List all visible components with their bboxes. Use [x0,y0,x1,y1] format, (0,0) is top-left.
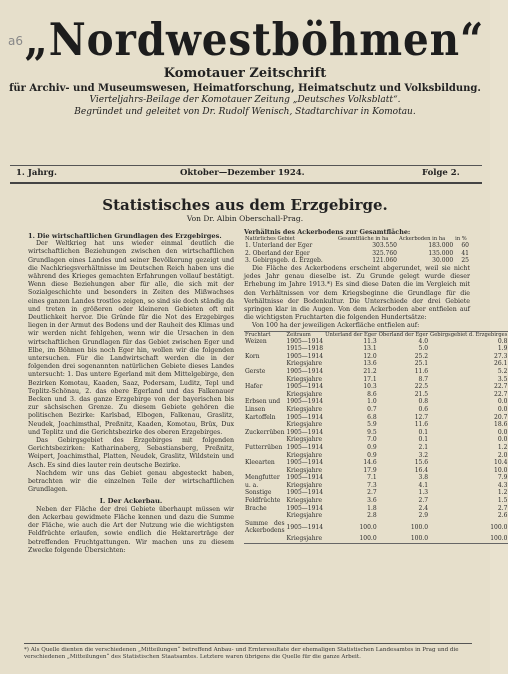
table-cell: 12.0 [363,352,377,360]
left-paragraph-4: Neben der Fläche der drei Gebiete überhaupt müssen wir den Ackerbau gewidmete Fläche kennen und dazu die Summe der Fläche, wie auch die Art der Nutzung wie die wichtigsten Feldfrüchte erlaufen, sowie endlich die Hektarerträge der betreffenden Fruchtgattungen. Wir machen uns zu diesem Zwecke folgende Übersichten: [28,505,234,554]
table-cell: 100.0 [410,535,429,543]
table-cell: 9.5 [367,428,377,436]
table-cell: 0.9 [367,443,377,451]
table-cell [244,467,286,475]
table-row [244,459,508,467]
table-cell: 100.0 [359,523,377,531]
table-cell: 1905—1914 [286,413,324,421]
table-cell: 1905—1914 [286,367,324,375]
table-cell [244,360,286,368]
issue-year: 1. Jahrg. [16,168,57,178]
table-cell: 10.4 [494,459,508,467]
table-cell: 100.0 [490,535,508,543]
table-row [244,436,508,444]
table-cell: 22.7 [494,383,508,391]
table-cell: 8.6 [367,390,377,398]
table-cell: 1905—1914 [286,398,324,406]
table-cell: Sonstige [245,489,272,497]
area-header: in % [455,236,467,243]
table-row [244,512,508,520]
table-cell: 2.6 [497,512,508,520]
newspaper-editor-line: Begründet und geleitet von Dr. Rudolf Wenisch, Stadtarchivar in Komotau. [74,107,416,117]
table-cell: Kriegsjahre [286,497,322,505]
right-heading: Verhältnis des Ackerbodens zur Gesamtfläche: [244,228,411,236]
table-cell: 11.6 [414,367,429,375]
table-cell: 15.6 [414,459,429,467]
table-cell: 17.9 [363,466,377,474]
left-paragraph-3: Nachdem wir uns das Gebiet genau abgesteckt haben, betrachten wir die einzelnen Teile der wirtschaftlichen Grundlagen. [28,469,234,494]
table-cell: 2. Oberland der Eger [245,249,310,257]
table-cell: 25.1 [414,360,429,368]
table-cell: 0.1 [418,428,429,436]
table-row [244,376,508,384]
table-cell: Kriegsjahre [286,466,322,474]
table-cell: 0.8 [497,337,508,345]
table-cell: 135.000 [428,249,454,257]
table-cell: Mengfutter [245,474,280,482]
table-row [244,467,508,475]
table-cell: 2.1 [418,443,429,451]
table-cell: Erbsen und [245,398,281,406]
table-cell: Linsen [245,405,266,413]
table-cell: Kriegsjahre [286,481,322,489]
table-cell: 11.3 [363,337,377,345]
table-cell [244,535,286,543]
table-cell: Futterrüben [245,443,283,451]
table-row [244,353,508,361]
crops-header: Gebirgsgebiet d. Erzgebirges [430,331,508,338]
table-cell: 18.6 [494,421,508,429]
table-cell: 3.8 [418,474,429,482]
table-cell: 1905—1914 [286,504,324,512]
handwritten-margin-note: a6 [8,34,23,48]
table-cell: 20.7 [494,413,508,421]
left-paragraph-1: Der Weltkrieg hat uns wieder einmal deutlich die wirtschaftlichen Beziehungen zwischen den wirtschaftlichen Grundlagen eines Landes und seiner Bevölkerung gezeigt und die Nachkriegsverhältnisse im Deutschen Reich haben uns die während des Krieges gemachten Erfahrungen vollauf bestätigt. Wenn diese Beziehungen aber für alle, die sich mit der Sozialgeschichte und besonders in Zeiten des Mißwachses eines ganzen Landes trostlos zeigen, so sind sie doch ständig da und treten in größeren oder kleineren Gebieten oft mit Deutlichkeit hervor. Die Gründe für die Not des Erzgebirges liegen in der Armut des Bodens und der Rauheit des Klimas und wir werden nicht fehlgehen, wenn wir die Ursachen in den wirtschaftlichen Grundlagen für das Gebiet zwischen Eger und Elbe, im Böhmen bis noch Eger hin, wollen wir die folgenden untersuchen. Für die Landwirtschaft werden die in der folgenden drei sogenannten natürlichen Gebiete dieses Landes untersucht: 1. Das untere Egerland mit dem Mittelgebirge, den Bezirken Komotau, Kaaden, Saaz, Podersam, Luditz, Tepl und Teplitz-Schönau, 2. das obere Egerland und das Falkenauer Becken und 3. das ganze Erzgebirge von der bayerischen bis zur sächsischen Grenze. Zu diesem Gebiete gehören die politischen Bezirke: Karlsbad, Elbogen, Falkenau, Graslitz, Neudek, Joachimsthal, Preßnitz, Kaaden, Komotau, Brüx, Dux und Teplitz und die Gerichtsbezirke des oberen Erzgebirges. [28,240,234,436]
table-cell: 5.9 [367,421,377,429]
table-cell: 22.5 [414,383,429,391]
area-table [244,236,470,265]
table-row [244,250,470,258]
table-cell: 1905—1914 [286,352,324,360]
table-cell: 0.7 [367,405,377,413]
table-cell: Zuckerrüben [245,428,285,436]
table-cell: 21.5 [414,390,429,398]
table-cell: 13.6 [363,360,377,368]
table-row [244,414,508,422]
table-cell: 1.0 [367,398,377,406]
table-row [244,421,508,429]
table-cell: 1905—1914 [286,474,324,482]
table-cell: Korn [245,352,260,360]
table-cell: 0.0 [497,436,508,444]
table-cell [244,512,286,520]
table-row [244,452,508,460]
table-cell: 0.0 [497,405,508,413]
table-cell: 10.0 [494,466,508,474]
newspaper-supplement-line: Vierteljahrs-Beilage der Komotauer Zeitung „Deutsches Volksblatt“. [89,95,401,105]
table-cell: 4.0 [418,337,429,345]
issue-part: Folge 2. [422,168,460,178]
table-cell: 25.2 [414,352,429,360]
table-cell: Kriegsjahre [286,405,322,413]
footnote: *) Als Quelle dienten die verschiedenen „Mitteilungen“ betreffend Anbau- und Ernteresultate der ehemaligen Statistischen Landesamtes in Prag und die verschiedenen „Mitteilungen“ des Statistischen Staatsamtes. Letztere waren übrigens die Quelle für die ganze Arbeit. [24,647,459,660]
table-cell: 0.0 [497,428,508,436]
footnote-rule [24,643,472,644]
table-cell: 3.6 [367,497,377,505]
table-cell: Kriegsjahre [286,360,322,368]
area-header: Ackerboden in ha [399,236,446,243]
table-cell: 0.1 [418,436,429,444]
table-row [244,497,508,505]
table-row [244,406,508,414]
table-cell: 21.2 [363,367,377,375]
table-cell: 4.3 [497,481,508,489]
table-cell: 4.1 [418,481,429,489]
table-row [244,360,508,368]
table-cell: 303.550 [372,242,397,250]
table-row [244,482,508,490]
table-cell: Feldfrüchte [245,497,281,505]
table-cell: 1915—1918 [286,345,324,353]
table-cell: 183.000 [428,242,454,250]
table-cell: 22.7 [494,390,508,398]
table-cell: 1905—1914 [286,459,324,467]
crops-header: Unterland der Eger [325,331,377,338]
table-cell: 100.0 [490,523,508,531]
table-row [244,429,508,437]
header-rule-bottom [10,182,482,184]
crops-table [244,331,508,544]
table-cell: 13.1 [363,345,377,353]
table-cell: 1.2 [497,443,508,451]
table-cell: 1905—1914 [286,523,324,531]
table-row [244,345,508,353]
table-cell: Hafer [245,383,263,391]
table-cell: 0.6 [418,405,429,413]
table-cell: 1. Unterland der Eger [245,242,313,250]
table-cell: Kleearten [245,459,275,467]
table-row [244,391,508,399]
left-column [28,232,234,642]
table-cell: 2.9 [418,512,429,520]
table-cell: Kartoffeln [245,413,276,421]
issue-bar [10,168,482,182]
table-cell: Summe des Ackerbodens [245,519,285,535]
table-row [244,520,508,535]
table-cell: 7.1 [367,474,377,482]
crops-header: Fruchtart [245,331,271,338]
table-cell: Brache [245,504,267,512]
area-header: Gesamtfläche in ha [337,236,389,243]
left-paragraph-2: Das Gebirgsgebiet des Erzgebirges mit folgenden Gerichtsbezirken: Katharinaberg, Sebastiansberg, Preßnitz, Weipert, Joachimsthal, Platten, Neudek, Graslitz, Wildstein und Asch. Es sind dies lauter rein deutsche Bezirke. [28,437,234,469]
table-row [244,474,508,482]
crops-header: Oberland der Eger [378,331,429,338]
table-row [244,368,508,376]
table-cell: 16.4 [414,466,429,474]
table-row [244,383,508,391]
table-cell: Kriegsjahre [286,375,322,383]
table-row [244,242,470,250]
table-cell: Kriegsjahre [286,535,322,543]
table-cell: 325.760 [372,249,397,257]
table-cell: 60 [461,242,469,250]
section-heading-1: 1. Die wirtschaftlichen Grundlagen des Erzgebirges. [28,232,222,240]
table-cell: 0.9 [367,451,377,459]
table-row [244,338,508,346]
table-cell: 6.8 [367,413,377,421]
table-cell: 3.2 [418,451,429,459]
table-cell [244,391,286,399]
table-cell: 1905—1914 [286,489,324,497]
table-row [244,505,508,513]
table-cell: 1905—1914 [286,443,324,451]
area-header: Natürliches Gebiet [245,236,295,243]
table-cell: 1.2 [497,489,508,497]
table-cell: 7.9 [497,474,508,482]
table-cell: 1905—1914 [286,428,324,436]
table-cell: Weizen [245,337,267,345]
table-cell: 1.5 [497,497,508,505]
table-row [244,535,508,543]
table-cell: 0.0 [497,398,508,406]
table-cell: 1.9 [497,345,508,353]
table-row [244,444,508,452]
table-cell: 7.0 [367,436,377,444]
table-cell: 100.0 [359,535,377,543]
table-cell: 2.0 [497,451,508,459]
table-cell: Kriegsjahre [286,512,322,520]
table-cell: 2.7 [497,504,508,512]
table-cell: Kriegsjahre [286,436,322,444]
table-cell: 14.6 [363,459,377,467]
table-cell: 2.7 [418,497,429,505]
table-cell: 30.000 [432,257,454,265]
newspaper-subtitle: Komotauer Zeitschrift [163,66,327,81]
table-cell: 2.7 [367,489,377,497]
header-rule-top [10,165,482,166]
table-cell [244,452,286,460]
table-cell: 3.5 [497,375,508,383]
table-cell: 1.3 [418,489,429,497]
table-cell: 121.060 [372,257,397,265]
table-cell: 5.2 [497,367,508,375]
table-cell: 8.7 [418,375,429,383]
table-cell: Kriegsjahre [286,451,322,459]
masthead [0,12,490,118]
table-cell: 5.0 [418,345,429,353]
table-cell: 12.7 [414,413,429,421]
table-cell: u. a. [245,481,259,489]
table-cell [244,376,286,384]
table-cell: 41 [461,249,469,257]
section-heading-a: I. Der Ackerbau. [99,496,163,505]
table-cell: 3. Gebirgsgeb. d. Erzgeb. [245,257,323,265]
right-paragraph-2: Von 100 ha der jeweiligen Ackerfläche entfielen auf: [252,322,420,330]
table-cell: 1905—1914 [286,383,324,391]
table-cell: 17.1 [363,375,377,383]
table-row [244,257,470,265]
table-cell: 1905—1914 [286,337,324,345]
table-cell: 1.8 [367,504,377,512]
table-cell: Gerste [245,367,266,375]
table-cell: 11.6 [414,421,429,429]
table-cell: 0.8 [418,398,429,406]
table-cell [244,421,286,429]
article-author: Von Dr. Albin Oberschall-Prag. [186,214,304,223]
table-cell: 100.0 [410,523,429,531]
crops-body [244,338,508,544]
table-cell: 25 [461,257,469,265]
newspaper-tagline: für Archiv- und Museumswesen, Heimatforschung, Heimatschutz und Volksbildung. [9,83,481,94]
table-cell [244,436,286,444]
newspaper-title: „Nordwestböhmen“ [24,13,485,66]
right-column [244,228,508,644]
table-row [244,398,508,406]
table-cell: 2.4 [418,504,429,512]
table-row [244,489,508,497]
table-cell: 7.3 [367,481,377,489]
table-cell: 2.8 [367,512,377,520]
article-title: Statistisches aus dem Erzgebirge. [102,196,388,214]
table-cell: Kriegsjahre [286,390,322,398]
table-cell: 27.3 [494,352,508,360]
right-paragraph-1: Die Fläche des Ackerbodens erscheint abgerundet, weil sie nicht jedes Jahr genau dieselbe ist. Zu Grunde gelegt wurde dieser Erhebung im Jahre 1913.*) Es sind diese Daten die im Vergleich mit den Verhältnissen vor dem Kriegsbeginne die Grundlage für die Verhältnisse der Bodenkultur. Die Unterschiede der drei Gebiete springen klar in die Augen. Von dem Ackerboden aber entfielen auf die wichtigsten Fruchtarten die folgenden Hundertsätze: [244,264,470,322]
issue-date: Oktober—Dezember 1924. [180,168,305,178]
table-cell: 26.1 [494,360,508,368]
table-cell: 10.3 [363,383,377,391]
table-cell [244,345,286,353]
table-cell: Kriegsjahre [286,421,322,429]
crops-header: Zeitraum [286,331,311,338]
